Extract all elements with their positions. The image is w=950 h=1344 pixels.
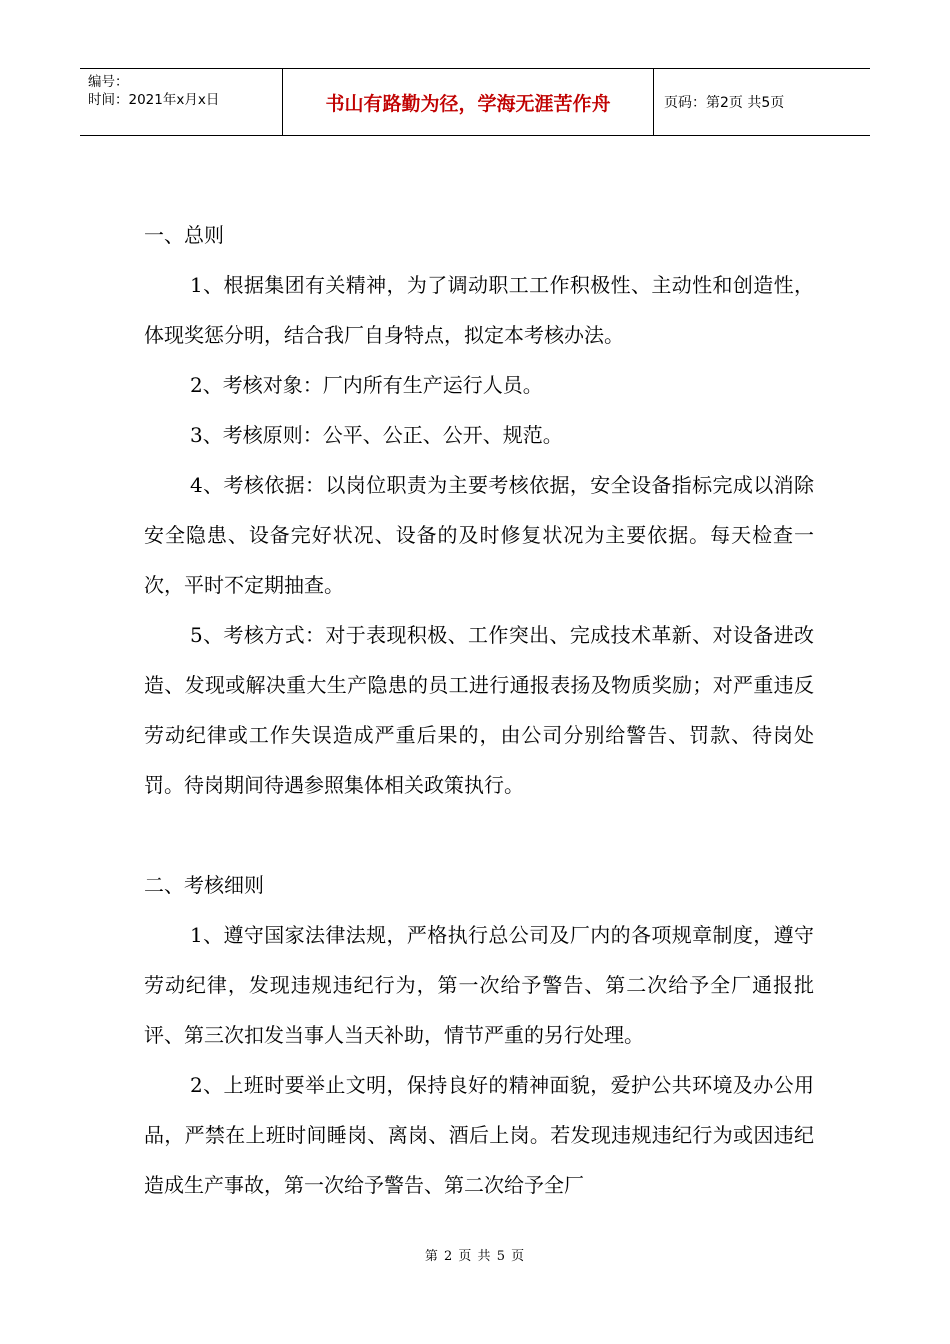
paragraph: 1、根据集团有关精神，为了调动职工工作积极性、主动性和创造性，体现奖惩分明，结合我厂自身特点，拟定本考核办法。 <box>144 273 814 347</box>
header-page-info: 页码：第2页 共5页 <box>664 95 785 111</box>
page-footer: 第 2 页 共 5 页 <box>424 1249 526 1264</box>
page-header <box>80 68 870 136</box>
document-number-label: 编号： <box>88 74 129 90</box>
paragraph: 4、考核依据：以岗位职责为主要考核依据，安全设备指标完成以消除安全隐患、设备完好状况、设备的及时修复状况为主要依据。每天检查一次，平时不定期抽查。 <box>144 473 814 597</box>
paragraph: 5、考核方式：对于表现积极、工作突出、完成技术革新、对设备进改造、发现或解决重大生产隐患的员工进行通报表扬及物质奖励；对严重违反劳动纪律或工作失误造成严重后果的，由公司分别给警告、罚款、待岗处罚。待岗期间待遇参照集体相关政策执行。 <box>144 623 814 797</box>
paragraph: 2、上班时要举止文明，保持良好的精神面貌，爱护公共环境及办公用品，严禁在上班时间睡岗、离岗、酒后上岗。若发现违规违纪行为或因违纪造成生产事故，第一次给予警告、第二次给予全厂 <box>144 1073 814 1197</box>
paragraph: 1、遵守国家法律法规，严格执行总公司及厂内的各项规章制度，遵守劳动纪律，发现违规违纪行为，第一次给予警告、第二次给予全厂通报批评、第三次扣发当事人当天补助，情节严重的另行处理。 <box>144 923 814 1047</box>
document-date: 时间：2021年x月x日 <box>88 92 220 108</box>
paragraph: 2、考核对象：厂内所有生产运行人员。 <box>190 373 543 397</box>
document-body <box>144 210 814 1210</box>
section-spacer <box>144 810 814 860</box>
paragraph: 3、考核原则：公平、公正、公开、规范。 <box>190 423 563 447</box>
header-meta <box>80 69 282 135</box>
section-heading: 二、考核细则 <box>144 873 264 897</box>
section-heading: 一、总则 <box>144 223 224 247</box>
header-motto: 书山有路勤为径，学海无涯苦作舟 <box>282 69 654 135</box>
